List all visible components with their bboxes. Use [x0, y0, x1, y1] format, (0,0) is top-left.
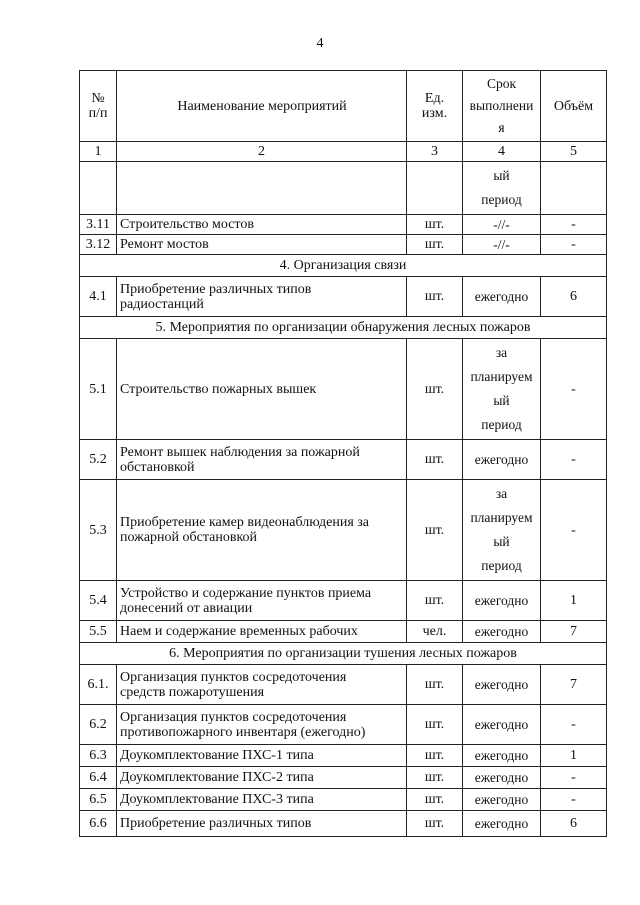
table-row	[80, 277, 607, 317]
header-term-line: я	[498, 120, 505, 135]
row-volume: 6	[541, 277, 607, 317]
row-unit: чел.	[407, 621, 463, 643]
cell-line: средств пожаротушения	[120, 684, 265, 700]
row-term	[463, 705, 541, 745]
cell-line: ежегодно	[474, 748, 529, 763]
row-volume: -	[541, 705, 607, 745]
table-row	[80, 811, 607, 837]
cell-line: -//-	[493, 217, 510, 232]
row-number: 6.5	[80, 789, 117, 811]
row-volume: 7	[541, 621, 607, 643]
row-name	[117, 621, 407, 643]
row-unit: шт.	[407, 789, 463, 811]
table-row	[80, 745, 607, 767]
row-number: 6.1.	[80, 665, 117, 705]
row-number: 3.11	[80, 215, 117, 235]
cell-line: Приобретение различных типов	[120, 281, 312, 297]
row-term	[463, 339, 541, 440]
row-unit: шт.	[407, 277, 463, 317]
row-number: 5.3	[80, 480, 117, 581]
row-name	[117, 480, 407, 581]
header-unit-line: изм.	[421, 106, 448, 121]
row-volume: 6	[541, 811, 607, 837]
row-name	[117, 215, 407, 235]
row-volume: -	[541, 215, 607, 235]
row-unit: шт.	[407, 480, 463, 581]
cell-line: противопожарного инвентаря (ежегодно)	[120, 724, 366, 740]
row-term	[463, 665, 541, 705]
row-name	[117, 235, 407, 255]
cell-line: планируем	[470, 510, 533, 525]
cell-line: пожарной обстановкой	[120, 530, 258, 545]
cell-line: планируем	[470, 369, 533, 384]
cell-line: Строительство пожарных вышек	[120, 381, 317, 397]
section-row	[80, 643, 607, 665]
cell-line: ый	[493, 534, 510, 549]
row-number: 6.2	[80, 705, 117, 745]
row-term	[463, 767, 541, 789]
table-row	[80, 480, 607, 581]
row-term	[463, 440, 541, 480]
index-cell: 1	[80, 142, 117, 162]
row-unit: шт.	[407, 440, 463, 480]
row-volume: -	[541, 339, 607, 440]
continuation-term-line: период	[481, 192, 522, 207]
row-name	[117, 767, 407, 789]
row-volume: -	[541, 767, 607, 789]
header-term-line: выполнени	[469, 98, 534, 113]
cell-line: Приобретение камер видеонаблюдения за	[120, 515, 370, 530]
row-term	[463, 811, 541, 837]
row-number: 5.1	[80, 339, 117, 440]
cell-line: Доукомплектование ПХС-3 типа	[120, 792, 314, 807]
row-number: 5.5	[80, 621, 117, 643]
table-row	[80, 339, 607, 440]
row-volume: -	[541, 789, 607, 811]
cell-line: ый	[493, 393, 510, 408]
continuation-term	[463, 162, 541, 215]
continuation-num	[80, 162, 117, 215]
row-number: 3.12	[80, 235, 117, 255]
row-number: 5.2	[80, 440, 117, 480]
cell-line: Наем и содержание временных рабочих	[120, 624, 358, 639]
cell-line: ежегодно	[474, 717, 529, 732]
section-row	[80, 317, 607, 339]
row-unit: шт.	[407, 665, 463, 705]
row-term	[463, 215, 541, 235]
continuation-name	[117, 162, 407, 215]
row-unit: шт.	[407, 339, 463, 440]
row-volume: -	[541, 235, 607, 255]
row-unit: шт.	[407, 705, 463, 745]
cell-line: ежегодно	[474, 624, 529, 639]
cell-line: донесений от авиации	[120, 600, 253, 616]
header-term-line: Срок	[486, 76, 517, 91]
cell-line: ежегодно	[474, 770, 529, 785]
index-cell: 4	[463, 142, 541, 162]
cell-line: за	[495, 345, 508, 360]
continuation-volume	[541, 162, 607, 215]
row-unit: шт.	[407, 767, 463, 789]
cell-line: ежегодно	[474, 289, 529, 304]
row-name	[117, 277, 407, 317]
cell-line: Доукомплектование ПХС-2 типа	[120, 770, 314, 785]
measures-table	[79, 70, 607, 837]
row-name	[117, 440, 407, 480]
row-volume: -	[541, 480, 607, 581]
table-row	[80, 705, 607, 745]
header-row	[80, 71, 607, 142]
row-number: 6.4	[80, 767, 117, 789]
row-unit: шт.	[407, 235, 463, 255]
page-number: 4	[316, 36, 324, 51]
row-number: 6.6	[80, 811, 117, 837]
header-num-line: п/п	[88, 106, 108, 121]
header-term	[463, 71, 541, 142]
cell-line: Ремонт вышек наблюдения за пожарной	[120, 444, 360, 460]
row-term	[463, 480, 541, 581]
row-volume: -	[541, 440, 607, 480]
row-term	[463, 581, 541, 621]
cell-line: ежегодно	[474, 677, 529, 692]
section-row	[80, 255, 607, 277]
row-term	[463, 789, 541, 811]
cell-line: Организация пунктов сосредоточения	[120, 669, 347, 685]
cell-line: Ремонт мостов	[120, 237, 209, 252]
header-name: Наименование мероприятий	[117, 71, 407, 142]
row-term	[463, 745, 541, 767]
row-unit: шт.	[407, 745, 463, 767]
header-volume: Объём	[541, 71, 607, 142]
row-unit: шт.	[407, 811, 463, 837]
row-name	[117, 811, 407, 837]
header-unit	[407, 71, 463, 142]
cell-line: Строительство мостов	[120, 217, 254, 232]
section-title: 4. Организация связи	[80, 255, 607, 277]
cell-line: ежегодно	[474, 792, 529, 807]
continuation-row	[80, 162, 607, 215]
header-num-line: №	[91, 91, 105, 106]
header-unit-line: Ед.	[424, 91, 445, 106]
cell-line: ежегодно	[474, 816, 529, 831]
cell-line: ежегодно	[474, 452, 529, 467]
row-volume: 7	[541, 665, 607, 705]
cell-line: период	[481, 417, 522, 432]
table-row	[80, 767, 607, 789]
row-unit: шт.	[407, 581, 463, 621]
index-row	[80, 142, 607, 162]
cell-line: Приобретение различных типов	[120, 816, 312, 831]
row-term	[463, 235, 541, 255]
index-cell: 2	[117, 142, 407, 162]
row-term	[463, 277, 541, 317]
row-name	[117, 705, 407, 745]
row-name	[117, 789, 407, 811]
cell-line: Устройство и содержание пунктов приема	[120, 585, 372, 601]
cell-line: -//-	[493, 237, 510, 252]
row-number: 5.4	[80, 581, 117, 621]
row-name	[117, 581, 407, 621]
row-volume: 1	[541, 581, 607, 621]
row-name	[117, 665, 407, 705]
table-row	[80, 789, 607, 811]
cell-line: период	[481, 558, 522, 573]
table-row	[80, 440, 607, 480]
cell-line: Организация пунктов сосредоточения	[120, 709, 347, 725]
row-name	[117, 745, 407, 767]
row-number: 4.1	[80, 277, 117, 317]
index-cell: 5	[541, 142, 607, 162]
table-row	[80, 235, 607, 255]
index-cell: 3	[407, 142, 463, 162]
row-unit: шт.	[407, 215, 463, 235]
cell-line: обстановкой	[120, 459, 195, 475]
table-row	[80, 665, 607, 705]
row-name	[117, 339, 407, 440]
section-title: 5. Мероприятия по организации обнаружения лесных пожаров	[80, 317, 607, 339]
cell-line: за	[495, 486, 508, 501]
cell-line: ежегодно	[474, 593, 529, 608]
table-row	[80, 581, 607, 621]
row-volume: 1	[541, 745, 607, 767]
continuation-unit	[407, 162, 463, 215]
row-number: 6.3	[80, 745, 117, 767]
header-num	[80, 71, 117, 142]
cell-line: Доукомплектование ПХС-1 типа	[120, 748, 314, 763]
table-row	[80, 621, 607, 643]
continuation-term-line: ый	[493, 168, 510, 183]
cell-line: радиостанций	[120, 296, 204, 312]
section-title: 6. Мероприятия по организации тушения лесных пожаров	[80, 643, 607, 665]
table-row	[80, 215, 607, 235]
row-term	[463, 621, 541, 643]
